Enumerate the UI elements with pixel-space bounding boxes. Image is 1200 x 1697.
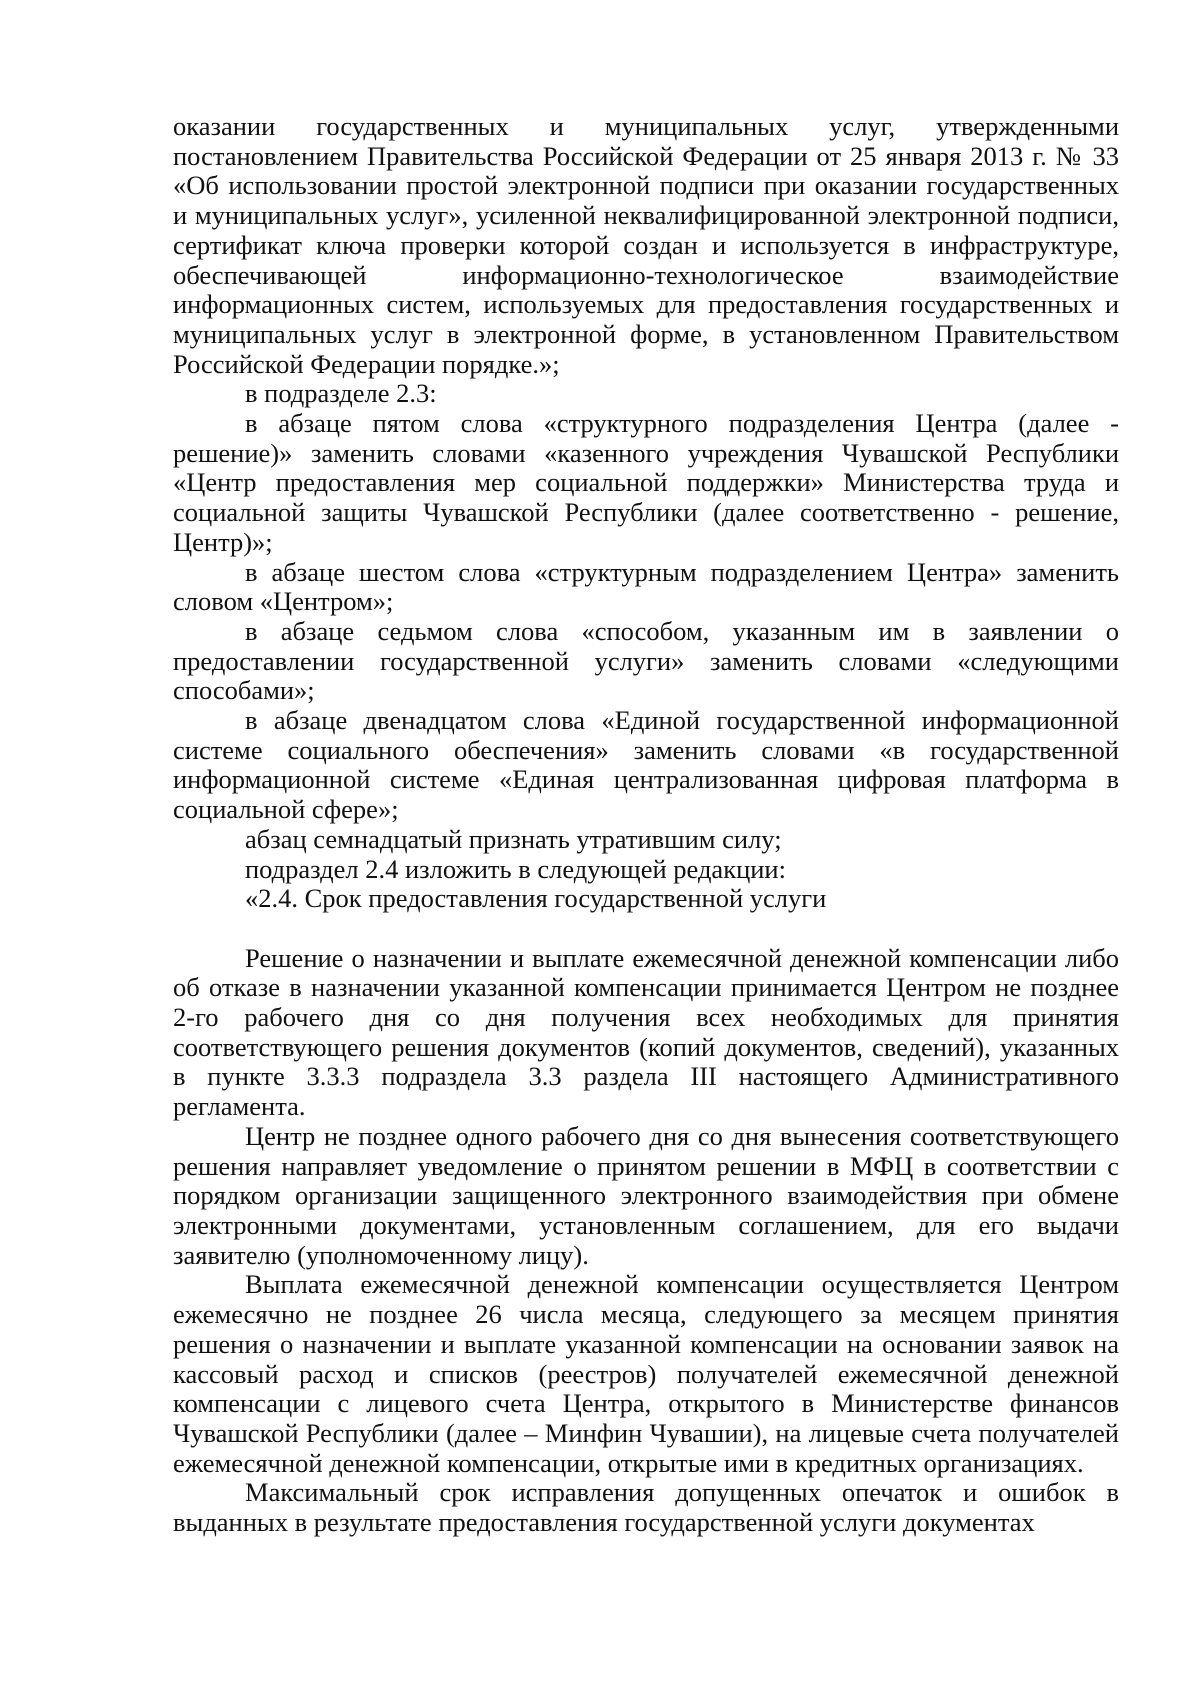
paragraph-5: в абзаце седьмом слова «способом, указанным им в заявлении о предоставлении государственной услуги» заменить словами «следующими способами»; [173, 615, 1119, 706]
paragraph-12: Выплата ежемесячной денежной компенсации осуществляется Центром ежемесячно не позднее 26 числа месяца, следующего за месяцем принятия решения о назначении и выплате указанной компенсации на основании заявок на кассовый расход и списков (реестров) получателей ежемесячной денежной компенсации с лицевого счета Центра, открытого в Министерстве финансов Чувашской Республики (далее – Минфин Чувашии), на лицевые счета получателей ежемесячной денежной компенсации, открытые ими в кредитных организациях. [173, 1269, 1119, 1478]
paragraph-10: Решение о назначении и выплате ежемесячной денежной компенсации либо об отказе в назначении указанной компенсации принимается Центром не позднее 2-го рабочего дня со дня получения всех необходимых для принятия соответствующего решения документов (копий документов, сведений), указанных в пункте 3.3.3 подраздела 3.3 раздела III настоящего Административного регламента. [173, 942, 1119, 1122]
blank-line [173, 914, 1119, 944]
paragraph-11: Центр не позднее одного рабочего дня со дня вынесения соответствующего решения направляет уведомление о принятом решении в МФЦ в соответствии с порядком организации защищенного электронного взаимодействия при обмене электронными документами, установленным соглашением, для его выдачи заявителю (уполномоченному лицу). [173, 1120, 1119, 1270]
section-heading-2-4: «2.4. Срок предоставления государственной услуги [245, 883, 827, 914]
paragraph-8: подраздел 2.4 изложить в следующей редакции: [245, 853, 786, 884]
paragraph-6: в абзаце двенадцатом слова «Единой государственной информационной системе социального обеспечения» заменить словами «в государственной информационной системе «Единая централизованная цифровая платформа в социальной сфере»; [173, 705, 1119, 825]
paragraph-13: Максимальный срок исправления допущенных опечаток и ошибок в выданных в результате предоставления государственной услуги документах [173, 1477, 1119, 1538]
paragraph-2: в подразделе 2.3: [245, 378, 437, 409]
paragraph-7: абзац семнадцатый признать утратившим силу; [245, 823, 782, 854]
document-body [173, 112, 1119, 1538]
paragraph-1: оказании государственных и муниципальных услуг, утвержденными постановлением Правительства Российской Федерации от 25 января 2013 г. № 33 «Об использовании простой электронной подписи при оказании государственных и муниципальных услуг», усиленной неквалифицированной электронной подписи, сертификат ключа проверки которой создан и используется в инфраструктуре, обеспечивающей информационно-технологическое взаимодействие информационных систем, используемых для предоставления государственных и муниципальных услуг в электронной форме, в установленном Правительством Российской Федерации порядке.»; [173, 111, 1119, 379]
paragraph-3: в абзаце пятом слова «структурного подразделения Центра (далее - решение)» заменить словами «казенного учреждения Чувашской Республики «Центр предоставления мер социальной поддержки» Министерства труда и социальной защиты Чувашской Республики (далее соответственно - решение, Центр)»; [173, 408, 1119, 557]
paragraph-4: в абзаце шестом слова «структурным подразделением Центра» заменить словом «Центром»; [173, 556, 1119, 617]
